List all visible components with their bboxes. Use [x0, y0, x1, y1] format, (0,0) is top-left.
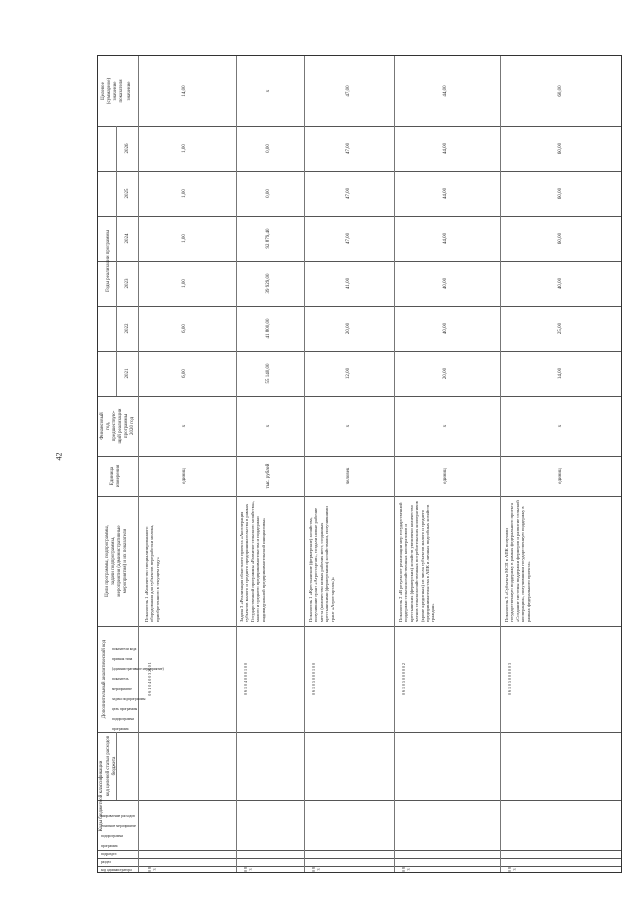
row-4-2025: 60,00 [558, 187, 563, 200]
row-2-2025: 47,00 [346, 187, 351, 200]
unit-header [110, 456, 122, 496]
header-expense-direction: направление расходов [101, 814, 135, 818]
col-2023 [98, 261, 622, 306]
row-4-unit: единиц [558, 468, 563, 484]
col-subsection [98, 850, 622, 858]
col-target-article [98, 800, 622, 850]
col-goal [98, 496, 622, 626]
analytic-label-0: программа [112, 727, 129, 731]
fin-year-line-1: Финансовый [100, 412, 105, 440]
row-2-admin-code: 0 8 3 [311, 867, 321, 872]
row-4-fin: x [558, 424, 563, 428]
row-0-2021: 6,00 [182, 369, 187, 378]
target-header-line-4: показателя [119, 79, 124, 103]
row-0-text: Показатель 1 «Количество специализированного оборудования для субъектов переработки молока, приобретенного в текущем году» [144, 524, 160, 622]
row-4-2022: 25,00 [558, 322, 563, 335]
col-2021 [98, 351, 622, 396]
row-1-unit: тыс. рублей [266, 463, 271, 489]
unit-header-line-1: Единица [110, 466, 115, 486]
header-subprogram: подпрограмма [101, 834, 123, 838]
target-header-line-1: Целевое [101, 82, 106, 100]
row-1-admin-code: 0 8 3 [243, 867, 253, 872]
analytic-label-1: подпрограмма [112, 717, 134, 721]
row-1-2023: 39 929,00 [266, 273, 271, 294]
row-1-target: x [266, 89, 271, 93]
analytic-label-6: (административное мероприятие) [112, 667, 164, 671]
row-2-2021: 12,00 [346, 367, 351, 380]
row-0-analytic-code: 0 6 1 0 4 0 0 3 Ж 0 1 [147, 662, 152, 696]
fin-year-line-5: программы [124, 413, 129, 439]
codes-target-header: код целевой статьи расходов бюджета [106, 735, 117, 797]
row-2-2023: 41,00 [346, 277, 351, 290]
col-target-value [98, 56, 622, 126]
row-0-2024: 1,00 [182, 234, 187, 243]
goal-header-line-4: мероприятия) и их показатели [123, 528, 128, 594]
row-4-admin-code: 0 8 3 [507, 867, 517, 872]
page-number: 42 [54, 452, 64, 461]
row-1-2026: 0,00 [266, 144, 271, 153]
row-4-2023: 40,00 [558, 277, 563, 290]
col-2022 [98, 306, 622, 351]
row-3-target: 44,00 [443, 85, 448, 97]
col-2026 [98, 126, 622, 171]
fin-year-line-4: щий реализации [118, 408, 123, 444]
row-3-unit: единиц [443, 468, 448, 484]
row-1-text: Задача 3 «Реализация областного проекта «Акселерация субъектов малого и среднего предпринимательства в рамках Государственной программы «Развитие сельского хозяйства», малого и среднего предпринимательства и поддержки индивидуальной предпринимательской инициативы» [239, 500, 266, 622]
row-1-2022: 41 800,00 [266, 318, 271, 339]
row-0-fin: x [182, 424, 187, 428]
header-subsection: подраздел [101, 852, 117, 856]
analytic-label-7: признак типа [112, 657, 133, 661]
row-line-3 [394, 56, 395, 873]
header-bottom-line [138, 56, 139, 873]
row-3-fin: x [443, 424, 448, 428]
row-2-text: Показатель 1 «Крестьянские (фермерские) хозяйства, получившие грант «Агростартап», создали новые рабочие места (количество новых рабочих мест, созданных крестьянскими (фермерскими) хозяйствами, получившими грант «Агростартап»)» [308, 506, 335, 622]
row-0-unit: единиц [182, 468, 187, 484]
row-4-text: Показатель 3 «Субъекты МСП в АПК получили государственную поддержку в рамках федерального проекта «Создание системы поддержки фермеров и развитие сельской кооперации», получившими государственную поддержку в рамках федерального проекта» [504, 500, 531, 622]
row-2-analytic-code: 0 6 1 0 5 0 0 0 1 0 0 [311, 663, 316, 695]
year-2024: 2024 [125, 233, 130, 244]
year-2022: 2022 [125, 323, 130, 334]
goal-header [105, 500, 129, 622]
row-0-2022: 6,00 [182, 324, 187, 333]
col-analytic [98, 626, 622, 732]
target-header [101, 56, 125, 126]
row-4-analytic-code: 0 6 1 0 5 0 0 0 0 0 3 [507, 663, 512, 695]
target-header-line-3: значение [113, 81, 118, 101]
col-section [98, 858, 622, 866]
goal-header-line-3: мероприятия (административные [117, 525, 122, 597]
year-2026: 2026 [125, 143, 130, 154]
header-program: программа [101, 844, 118, 848]
row-0-2026: 1,00 [182, 144, 187, 153]
col-unit [98, 456, 622, 496]
col-2024 [98, 216, 622, 261]
row-2-unit: человек [346, 467, 351, 485]
col-2025 [98, 171, 622, 216]
years-header: Годы реализации программы [106, 230, 111, 292]
row-line-2 [304, 56, 305, 873]
row-4-2024: 60,00 [558, 232, 563, 245]
row-4-target: 60,00 [558, 85, 563, 97]
fin-year-line-2: год, [106, 421, 111, 431]
goal-header-line-2: задачи подпрограммы, [111, 536, 116, 586]
row-0-admin-code: 0 8 3 [147, 867, 157, 872]
row-line-1 [236, 56, 237, 873]
target-subheader: значение [127, 81, 132, 101]
row-3-2022: 40,00 [443, 322, 448, 335]
header-admin-code: код администратора [101, 868, 132, 872]
unit-header-line-2: измерения [116, 464, 121, 488]
row-1-2024: 92 879,40 [266, 228, 271, 249]
table-canvas [98, 56, 622, 873]
row-2-2026: 47,00 [346, 142, 351, 155]
col-fin-year [98, 396, 622, 456]
row-1-fin: x [266, 424, 271, 428]
row-0-target: 14,00 [182, 85, 187, 97]
fin-year-line-6: 2020 год [130, 416, 135, 436]
row-3-text: Показатель 2 «В результате реализации мер государственной поддержки сельскохозяйственных кооперативов и крестьянских (фермерских) хозяйств увеличено количество членов сельскохозяйственных потребительских кооперативов (кроме кредитных) из числа субъектов малого и среднего предпринимательства в АПК и личных подсобных хозяйств граждан» [398, 501, 436, 622]
row-1-2025: 0,00 [266, 189, 271, 198]
year-2025: 2025 [125, 188, 130, 199]
row-3-analytic-code: 0 6 1 0 5 0 0 0 0 0 2 [401, 663, 406, 695]
row-2-2024: 47,00 [346, 232, 351, 245]
row-3-2021: 20,00 [443, 367, 448, 380]
codes-bk-header: Коды бюджетной классификации [99, 760, 104, 832]
row-4-2026: 60,00 [558, 142, 563, 155]
rotated-table [97, 55, 622, 873]
analytic-label-8: показатели кода [112, 647, 137, 651]
analytic-label-5: показатель [112, 677, 129, 681]
target-header-line-2: (суммарное) [107, 77, 112, 105]
row-0-2023: 1,00 [182, 279, 187, 288]
year-2021: 2021 [125, 368, 130, 379]
row-2-2022: 20,00 [346, 322, 351, 335]
row-1-analytic-code: 0 6 1 0 4 0 0 0 1 0 0 [243, 663, 248, 695]
row-3-2026: 44,00 [443, 142, 448, 155]
fin-year-header [100, 396, 136, 456]
year-2023: 2023 [125, 278, 130, 289]
analytic-label-4: мероприятие [112, 687, 132, 691]
row-2-target: 47,00 [346, 85, 351, 97]
fin-year-line-3: предшествую- [112, 410, 117, 442]
goal-header-line-1: Цели программы, подпрограммы, [105, 525, 110, 597]
years-group-line [116, 126, 117, 396]
row-line-4 [500, 56, 501, 873]
row-3-admin-code: 0 8 3 [401, 867, 411, 872]
row-1-2021: 55 140,00 [266, 363, 271, 384]
analytic-label-3: задача подпрограммы [112, 697, 146, 701]
analytic-header: Дополнительный аналитический код [102, 639, 107, 719]
row-4-2021: 14,00 [558, 367, 563, 380]
row-0-2025: 1,00 [182, 189, 187, 198]
analytic-label-2: цель программы [112, 707, 138, 711]
row-3-2024: 44,00 [443, 232, 448, 245]
row-3-2023: 40,00 [443, 277, 448, 290]
header-main-event: основное мероприятие [101, 824, 137, 828]
row-2-fin: x [346, 424, 351, 428]
col-admin-code [98, 866, 622, 873]
row-3-2025: 44,00 [443, 187, 448, 200]
col-target-subcols [98, 732, 622, 800]
header-section: раздел [101, 860, 111, 864]
